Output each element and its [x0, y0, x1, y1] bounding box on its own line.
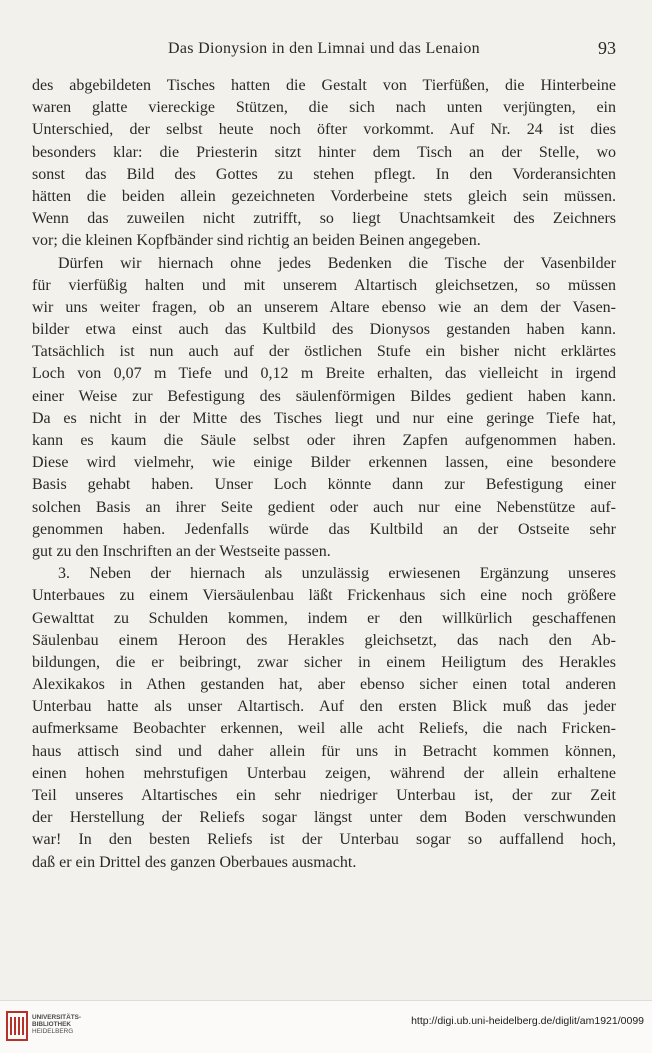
- text-line: Dürfen wir hiernach ohne jedes Bedenken die Tische der Vasenbilder: [58, 254, 616, 272]
- running-title: Das Dionysion in den Limnai und das Lenaion: [168, 40, 480, 57]
- library-name-line1: UNIVERSITÄTS-: [32, 1014, 81, 1021]
- text-line: 3. Neben der hiernach als unzulässig erwiesenen Ergänzung unseres: [58, 565, 616, 583]
- text-line: aufmerksame Beobachter erkennen, weil alle acht Reliefs, die nach Fricken-: [32, 720, 616, 738]
- text-line: einer Weise zur Befestigung des säulenförmigen Bildes gedient haben kann.: [32, 387, 616, 405]
- text-line: waren glatte viereckige Stützen, die sich nach unten verjüngten, ein: [32, 99, 616, 117]
- library-name: [32, 1014, 81, 1035]
- text-line: Unterbaues zu einem Viersäulenbau läßt Frickenhaus sich eine noch größere: [32, 587, 616, 605]
- text-line: Alexikakos in Athen gestanden hat, aber ebenso sicher einen total anderen: [32, 676, 616, 694]
- text-lines: [32, 75, 616, 874]
- permalink-url[interactable]: http://digi.ub.uni-heidelberg.de/diglit/am1921/0099: [411, 1015, 644, 1027]
- footer-bar: [0, 1000, 652, 1053]
- text-line: Unterbau hatte als unser Altartisch. Auf den ersten Blick muß das jeder: [32, 698, 616, 716]
- text-line: gut zu den Inschriften an der Westseite passen.: [32, 542, 331, 560]
- text-line: Diese wird vielmehr, wie einige Bilder erkennen lassen, eine besondere: [32, 454, 616, 472]
- text-line: Säulenbau einem Heroon des Herakles gleichsetzt, das nach den Ab-: [32, 631, 616, 649]
- text-line: Da es nicht in der Mitte des Tisches liegt und nur eine geringe Tiefe hat,: [32, 409, 616, 427]
- text-line: war! In den besten Reliefs ist der Unterbau sogar so auffallend hoch,: [32, 831, 616, 849]
- text-line: genommen haben. Jedenfalls würde das Kultbild an der Ostseite sehr: [32, 520, 616, 538]
- text-line: Loch von 0,07 m Tiefe und 0,12 m Breite erhalten, das vielleicht in irgend: [32, 365, 616, 383]
- text-line: einen hohen mehrstufigen Unterbau zeigen, während der allein erhaltene: [32, 764, 616, 782]
- page-number: 93: [598, 38, 616, 58]
- text-line: der Herstellung der Reliefs sogar längst unter dem Boden verschwunden: [32, 809, 616, 827]
- text-line: des abgebildeten Tisches hatten die Gestalt von Tierfüßen, die Hinterbeine: [32, 77, 616, 94]
- text-line: haus attisch sind und daher allein für uns in Betracht kommen können,: [32, 742, 616, 760]
- university-library-logo-icon[interactable]: [6, 1011, 28, 1041]
- text-line: hätten die beiden allein gezeichneten Vorderbeine stets gleich sein müssen.: [32, 187, 616, 205]
- text-line: daß er ein Drittel des ganzen Oberbaues ausmacht.: [32, 853, 357, 871]
- text-line: kann es kaum die Säule selbst oder ihren Zapfen aufgenommen haben.: [32, 432, 616, 449]
- body-text: [32, 75, 616, 874]
- text-line: besonders klar: die Priesterin sitzt hinter dem Tisch an der Stelle, wo: [32, 143, 616, 161]
- library-name-line2: BIBLIOTHEK: [32, 1021, 72, 1028]
- text-line: wir uns weiter fragen, ob an unserem Altare ebenso wie an dem der Vasen-: [32, 298, 616, 316]
- text-line: bilder etwa einst auch das Kultbild des Dionysos gestanden haben kann.: [32, 321, 616, 339]
- text-line: Unterschied, der selbst heute noch öfter vorkommt. Auf Nr. 24 ist dies: [32, 121, 616, 139]
- page-header: [32, 40, 616, 66]
- text-line: bildungen, die er beibringt, zwar sicher in einem Heiligtum des Herakles: [32, 653, 616, 671]
- text-line: Gewalttat zu Schulden kommen, indem er den willkürlich geschaffenen: [32, 609, 616, 627]
- text-line: Tatsächlich ist nun auch auf der östlichen Stufe ein bisher nicht erklärtes: [32, 343, 616, 361]
- library-name-line3: HEIDELBERG: [32, 1028, 74, 1035]
- text-line: solchen Basis an ihrer Seite gedient oder auch nur eine Nebenstütze auf-: [32, 498, 616, 516]
- text-line: Teil unseres Altartisches ein sehr niedriger Unterbau ist, der zur Zeit: [32, 787, 616, 804]
- text-line: Basis gehabt haben. Unser Loch könnte dann zur Befestigung einer: [32, 476, 616, 494]
- text-line: sonst das Bild des Gottes zu stehen pflegt. In den Vorderansichten: [32, 165, 616, 183]
- text-line: für vierfüßig halten und mit unserem Altartisch gleichsetzen, so müssen: [32, 276, 616, 294]
- text-line: vor; die kleinen Kopfbänder sind richtig an beiden Beinen angegeben.: [32, 232, 481, 250]
- text-line: Wenn das zuweilen nicht zutrifft, so liegt Unachtsamkeit des Zeichners: [32, 210, 616, 228]
